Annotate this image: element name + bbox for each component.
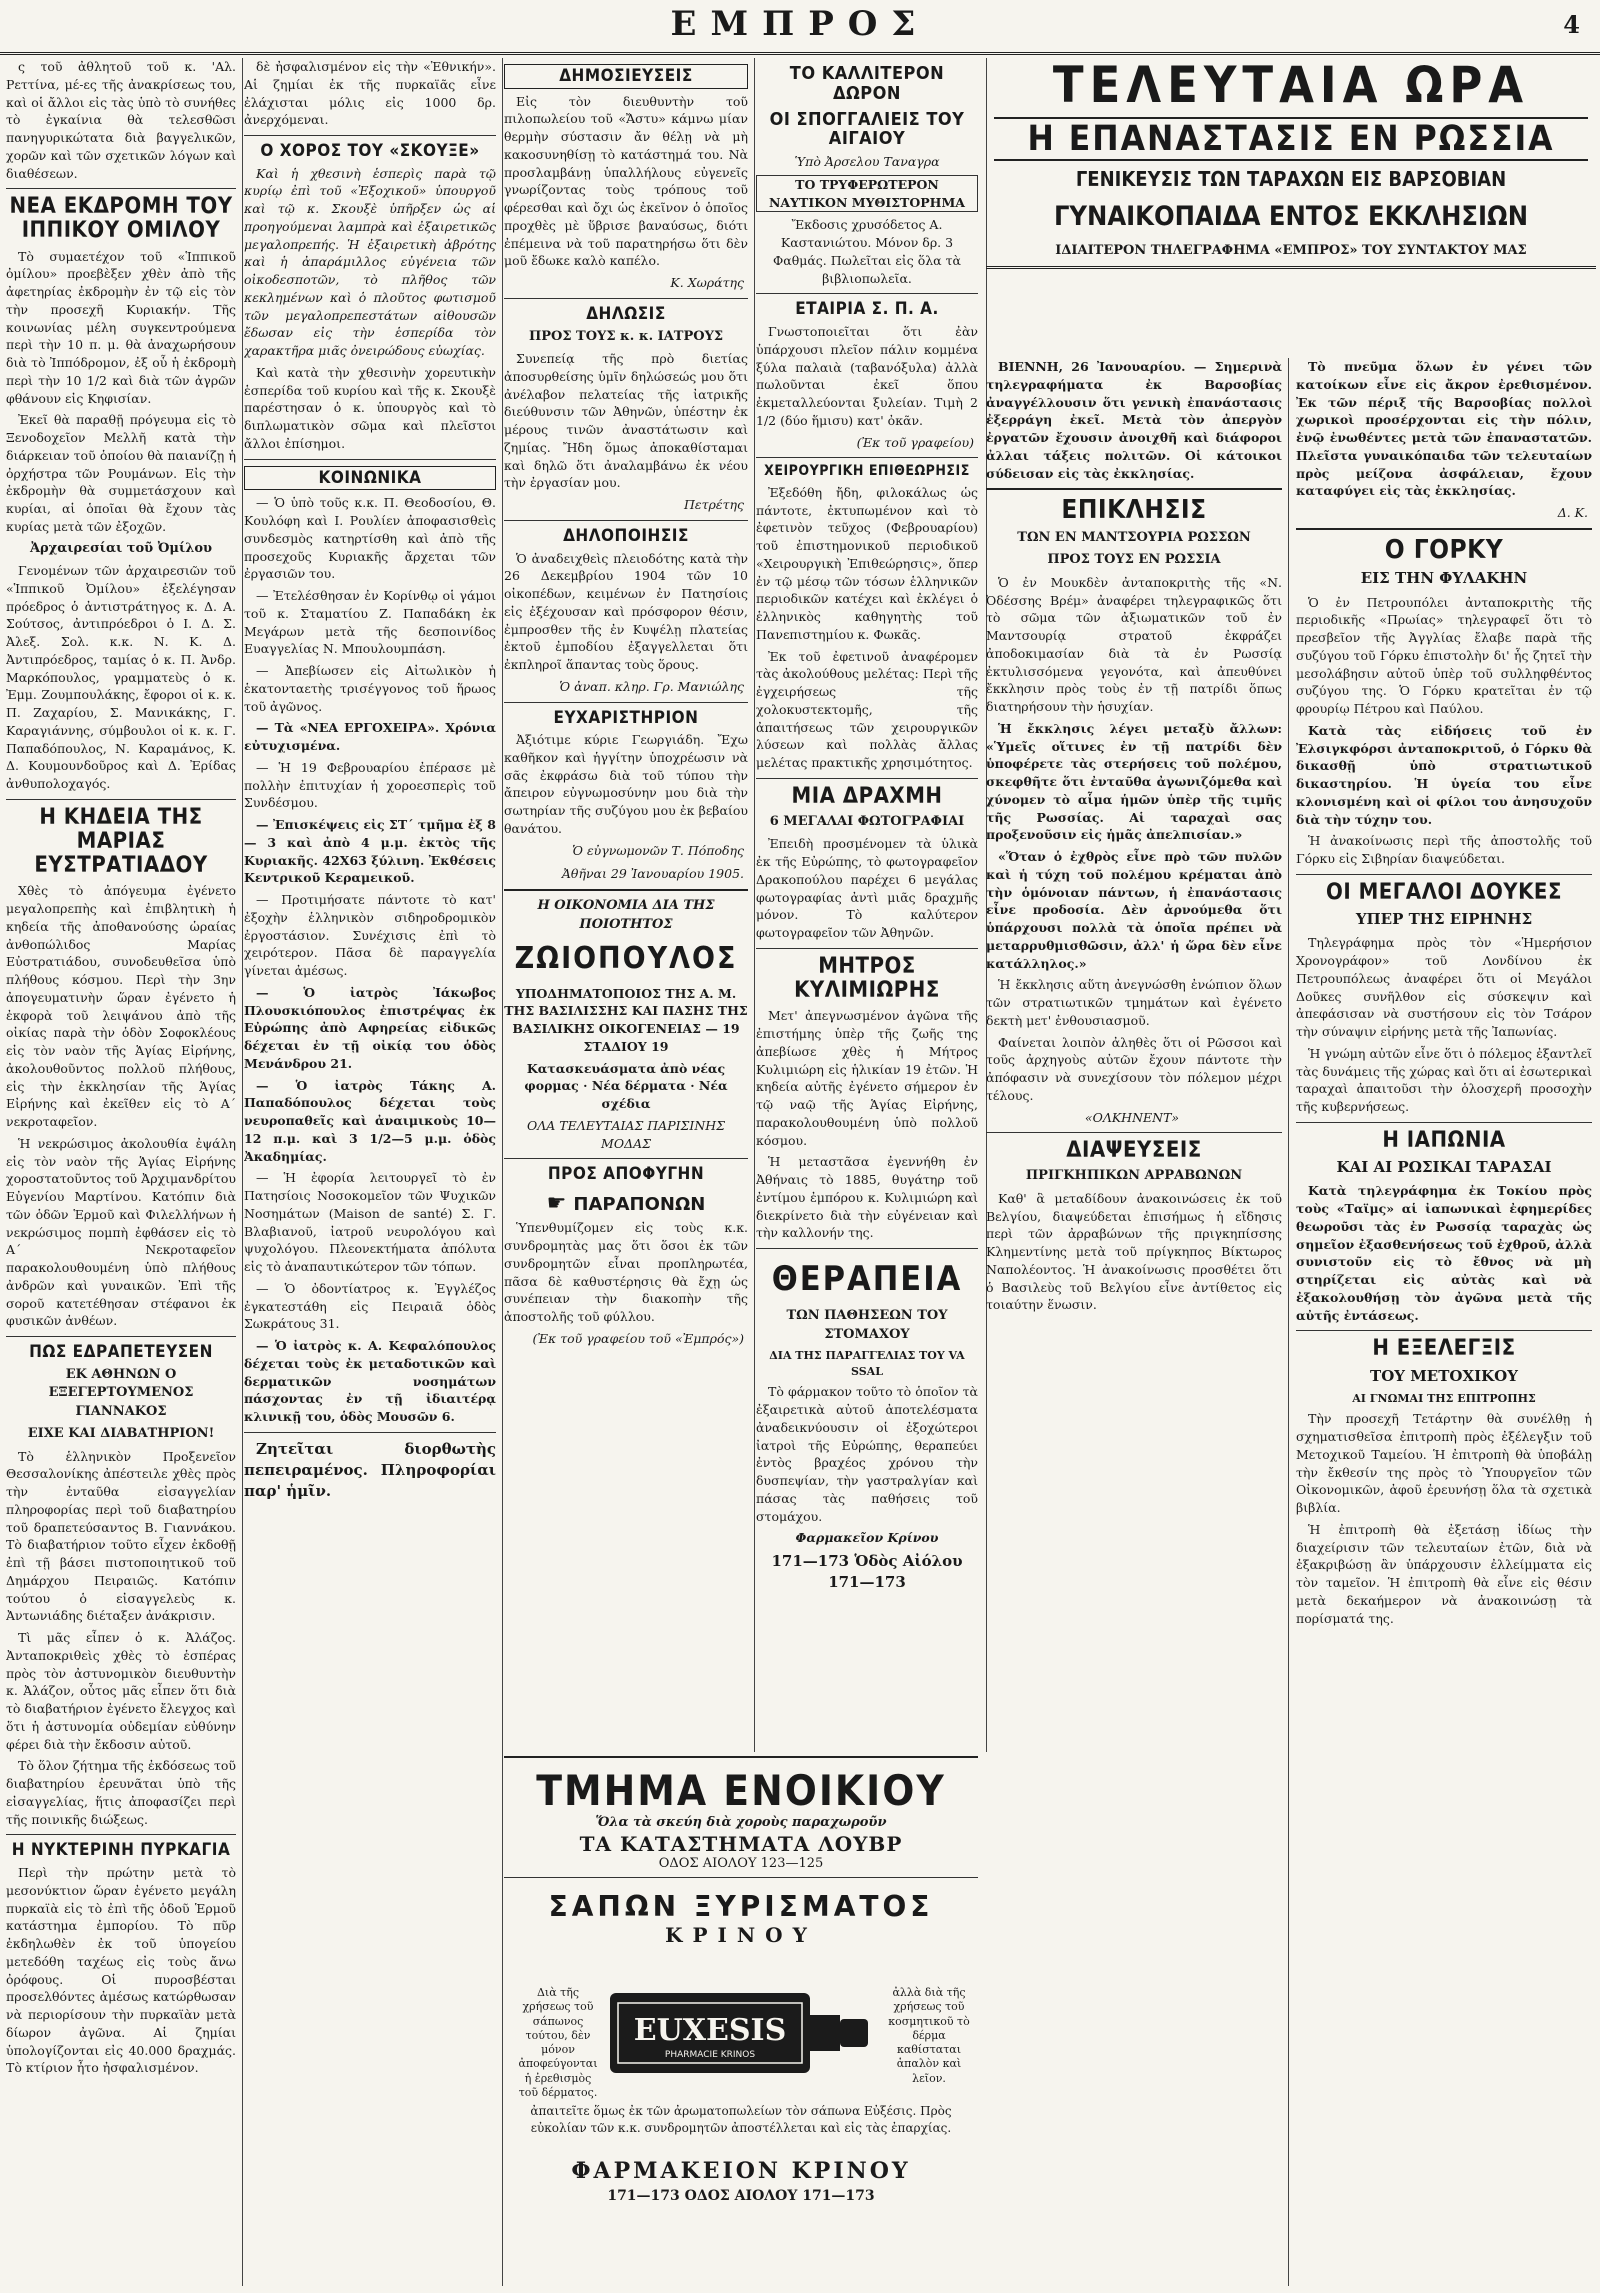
paragraph: Τηλεγράφημα πρὸς τὸν «Ἡμερήσιον Χρονογράφον» τοῦ Λονδίνου ἐκ Πετρουπόλεως ἀναφέρει ὅτι οἱ Μεγάλοι Δοῦκες συνῆλθον εἰς σύσκεψιν καὶ ἀπεφάσισαν νὰ συστήσουν εἰς τὸν Τσάρον τὴν σύναψιν εἰρήνης μετὰ τῆς Ἰαπωνίας. bbox=[1296, 935, 1592, 1040]
banner-epanastasis: Η ΕΠΑΝΑΣΤΑΣΙΣ ΕΝ ΡΩΣΣΙΑ bbox=[994, 117, 1588, 161]
masthead bbox=[0, 0, 1600, 55]
paragraph: Χθὲς τὸ ἀπόγευμα ἐγένετο μεγαλοπρεπὴς καὶ ἐπιβλητικὴ ἡ κηδεία τῆς ἀποθανούσης ὡραίας ἀνθοπώλιδος Μαρίας Εὐστρατιάδου, συνοδευθεῖσα ὑπὸ πλήθους κόσμου. Περὶ τὴν 3ην ἀπογευματινὴν ὥραν ἐγένετο ἡ ἐκφορὰ τοῦ λειψάνου ἀπὸ τῆς οἰκίας παρὰ τὴν ὁδὸν Σοφοκλέους εἰς τὸν ναὸν τῆς Ἁγίας Εἰρήνης, ἀκολουθοῦντος πολλοῦ πλήθους, εἰς τὴν ἐκκλησίαν τῆς Ἁγίας Εἰρήνης καὶ ἐκεῖθεν εἰς τὸ Α΄ νεκροταφεῖον. bbox=[6, 883, 236, 1130]
subhead-gnomai: ΑΙ ΓΝΩΜΑΙ ΤΗΣ ΕΠΙΤΡΟΠΗΣ bbox=[1352, 1391, 1536, 1405]
advert-block bbox=[504, 1756, 978, 2288]
headline-therapeia: ΘΕΡΑΠΕΙΑ bbox=[771, 1259, 963, 1300]
paragraph: Τὶ μᾶς εἶπεν ὁ κ. Ἀλάζος. Ἀνταποκριθεὶς χθὲς τὸ ἑσπέρας πρὸς τὸν ἀστυνομικὸν διευθυντὴν κ. Ἀλάζον, οὗτος μᾶς εἶπεν ὅτι διὰ τὸ διαβατήριον ἐγένετο ἔλεγχος καὶ ὅτι ἡ ἀστυνομία οὐδεμίαν εὐθύνην φέρει διὰ τὴν ἔκδοσιν αὐτοῦ. bbox=[6, 1630, 236, 1752]
headline-dwron: ΤΟ ΚΑΛΛΙΤΕΡΟΝ ΔΩΡΟΝ bbox=[789, 63, 945, 104]
divider bbox=[756, 457, 978, 458]
divider bbox=[1296, 874, 1592, 875]
paragraph: Ἐκ τοῦ ἐφετινοῦ ἀναφέρομεν τὰς ἀκολούθους μελέτας: Περὶ τῆς ἐγχειρήσεως τῆς χολοκυστεκτομῆς, τῆς ἀπαιτήσεως τῶν χειρουργικῶν λύσεων καὶ πολλὰς ἄλλας μελέτας πρακτικῆς χρησιμότητος. bbox=[756, 648, 978, 771]
col2-bottom-notice: Ζητεῖται διορθωτὴς πεπειραμένος. Πληροφορίαι παρ' ἡμῖν. bbox=[244, 1439, 496, 1501]
divider bbox=[6, 1834, 236, 1835]
divider bbox=[244, 1432, 496, 1433]
advert-product: ΣΑΠΩΝ ΞΥΡΙΣΜΑΤΟΣ bbox=[548, 1890, 934, 1923]
soap-tube-image bbox=[604, 1973, 874, 2093]
paragraph: — Ὁ ἰατρὸς Τάκης Α. Παπαδόπουλος δέχεται τοὺς νευροπαθεῖς καὶ ἀναιμικοὺς 10—12 π.μ. καὶ 3 1/2—5 μ.μ. ὁδὸς Ἀκαδημίας. bbox=[244, 1077, 496, 1164]
banner-idiaiteron: ΙΔΙΑΙΤΕΡΟΝ ΤΗΛΕΓΡΑΦΗΜΑ «ΕΜΠΡΟΣ» ΤΟΥ ΣΥΝΤΑΚΤΟΥ ΜΑΣ bbox=[1055, 242, 1527, 258]
headline-epiklisis: ΕΠΙΚΛΗΣΙΣ bbox=[1061, 495, 1207, 526]
headline-choros: Ο ΧΟΡΟΣ ΤΟΥ «ΣΚΟΥΞΕ» bbox=[260, 141, 480, 161]
paragraph: Καὶ κατὰ τὴν χθεσινὴν χορευτικὴν ἑσπερίδα τοῦ κυρίου καὶ τῆς κ. Σκουξὲ παρέστησαν ὁ κ. ὑπουργὸς καὶ τὸ διπλωματικὸν σῶμα καὶ πλεῖστοι ἄλλοι ἐπίσημοι. bbox=[244, 364, 496, 451]
banner-teleutaia-ora: ΤΕΛΕΥΤΑΙΑ ΩΡΑ bbox=[1052, 58, 1530, 114]
headline-exelegxis: Η ΕΞΕΛΕΓΞΙΣ bbox=[1372, 1336, 1516, 1362]
advert-line: ΤΑ ΚΑΤΑΣΤΗΜΑΤΑ ΛΟΥΒΡ bbox=[579, 1832, 903, 1856]
advert-brand: ΚΡΙΝΟΥ bbox=[665, 1923, 817, 1947]
paragraph: «Ὅταν ὁ ἐχθρὸς εἶνε πρὸ τῶν πυλῶν καὶ ἡ τύχη τοῦ πολέμου κρέμαται ἀπὸ τὴν ὁμόνοιαν πάντων, ἡ ἐπανάστασις εἶνε προδοσία. Δὲν ἀρνούμεθα ὅτι ὑπάρχουσι πολλὰ τὰ ὁποῖα πρέπει νὰ μεταρρυθμισθῶσιν, ἀλλ' ἡ ὥρα δὲν εἶνε κατάλληλος.» bbox=[986, 849, 1282, 971]
headline-ippikos: ΝΕΑ ΕΚΔΡΟΜΗ ΤΟΥ ΙΠΠΙΚΟΥ ΟΜΙΛΟΥ bbox=[9, 194, 233, 244]
paragraph: 171—173 Ὁδὸς Αἰόλου 171—173 bbox=[771, 1552, 963, 1592]
paragraph: Ἐκεῖ θὰ παραθῇ πρόγευμα εἰς τὸ Ξενοδοχεῖον Μελλῆ κατὰ τὴν διάρκειαν τοῦ ὁποίου θὰ παιανίζῃ ἡ ὀρχήστρα τῶν Ρουμάνων. Εἰς τὴν ἐκδρομὴν θὰ συμμετάσχουν καὶ κυρίαι, αἱ ὁποῖαι θὰ ἔχουν τὰς κυρίας μετὰ τῶν ἐξοχῶν. bbox=[6, 412, 236, 534]
column-1 bbox=[6, 58, 243, 2286]
advert-zoiopoulos: ΖΩΙΟΠΟΥΛΟΣ bbox=[514, 941, 738, 977]
subhead-arravonon: ΠΡΙΓΚΗΠΙΚΩΝ ΑΡΡΑΒΩΝΩΝ bbox=[1025, 1168, 1243, 1184]
tube-sub-label: PHARMACIE KRINOS bbox=[664, 2050, 756, 2060]
paragraph: ΒΙΕΝΝΗ, 26 Ἰανουαρίου. — Σημερινὰ τηλεγραφήματα ἐκ Βαρσοβίας ἀναγγέλλουσιν ὅτι γενικὴ ἐπανάστασις ἐξερράγη ἐκεῖ. Μετὰ τὸν ἀπεργὸν ἐργατῶν ἔχουσιν ἀνοιχθῆ καὶ διάφοροι ἀλλαι τάξεις πολιτῶν. Οἱ κάτοικοι σύδεισαν εἰς τὰς ἐκκλησίας. bbox=[986, 359, 1282, 481]
divider bbox=[6, 188, 236, 189]
headline-dimosieuseis: ΔΗΜΟΣΙΕΥΣΕΙΣ bbox=[504, 64, 748, 89]
paragraph: Ὁ ἀναδειχθεὶς πλειοδότης κατὰ τὴν 26 Δεκεμβρίου 1904 τῶν 10 οἰκοπέδων, κειμένων ἐν Πατησίοις εἰς ἐξέχουσαν καὶ πρόσφορον θέσιν, ἐμπροσθεν τῆς ἐν Κυψέλῃ πλατείας ἐκτοῦ ἐμποδίου ἐξαγγελλεται ὅτι ἐκπληροῖ ἅπαντας τοὺς ὅρους. bbox=[504, 550, 748, 673]
paragraph: ΟΛΑ ΤΕΛΕΥΤΑΙΑΣ ΠΑΡΙΣΙΝΗΣ ΜΟΔΑΣ bbox=[526, 1117, 725, 1151]
divider bbox=[504, 520, 748, 521]
headline-cheirourgiki: ΧΕΙΡΟΥΡΓΙΚΗ ΕΠΙΘΕΩΡΗΣΙΣ bbox=[764, 463, 970, 480]
paragraph: — Ὁ ὀδοντίατρος κ. Ἐγγλέζος ἐγκατεστάθη εἰς Πειραιᾶ ὁδὸς Σωκράτους 31. bbox=[244, 1280, 496, 1332]
column-3 bbox=[504, 58, 755, 1752]
paragraph: — Προτιμήσατε πάντοτε τὸ κατ' ἐξοχὴν ἑλληνικὸν σιδηροδρομικὸν ἐργοστάσιον. Συνέχισις ἐπὶ τὸ χειρότερον. Πᾶσα δὲ παραγγελία γίνεται ἀμέσως. bbox=[244, 892, 496, 979]
paragraph: Τὸ συμαετέχον τοῦ «Ἱππικοῦ ὀμίλου» προεβὲξεν χθὲν ἀπὸ τῆς ἀφετηρίας ἐκδρομὴν ἐν τῷ εἰς τὸν τὴν προσεχῆ Κυριακήν. Τῆς κοινωνίας μέλη συγκεντρούμενα περὶ τὴν 10 π. μ. θὰ ἀναχωρήσουν διὰ τὸ Ἰππόδρομον, ἐξ οὗ ἡ ἐκδρομὴ περὶ τὴν 10 1/2 καὶ διὰ τῶν ἀγρῶν φθάνουν εἰς Κηφισίαν. bbox=[6, 248, 236, 406]
divider bbox=[244, 459, 496, 460]
paragraph: Τὸ ἑλληνικὸν Προξενεῖον Θεσσαλονίκης ἀπέστειλε χθὲς πρὸς τὴν ἐνταῦθα εἰσαγγελίαν πληροφορίας περὶ τοῦ διαβατηρίου τοῦ δραπετεύσαντος Β. Γιαννάκου. Τὸ διαβατήριον τοῦτο εἶχεν ἐκδοθῇ ἐπὶ τῇ βάσει πιστοποιητικοῦ τοῦ Δημάρχου Πειραιῶς. Κατόπιν τούτου ὁ εἰσαγγελεὺς κ. Ἀντωνιάδης διέταξεν ἀνάκρισιν. bbox=[6, 1448, 236, 1624]
paragraph: — Ἀπεβίωσεν εἰς Αἰτωλικὸν ἡ ἑκατονταετὴς τρισέγγονος τοῦ ἥρωος τοῦ ἀγῶνος. bbox=[244, 663, 496, 714]
paragraph: Συνεπείᾳ τῆς πρὸ διετίας ἀποσυρθείσης ὑμῖν δηλώσεώς μου ὅτι ἀνέλαβον πελατείας τῆς ἰατρικῆς διεύθυνσιν τῶν Ἀθηνῶν, ὑπέστην ἐκ μέρους τινῶν ἀναστάτωσιν καὶ ζημίας. Ἤδη ὅμως ἀποκαθίσταμαι καὶ δηλῶ ὅτι ἀναλαμβάνω ἐκ νέου τὴν ἐργασίαν μου. bbox=[504, 351, 748, 491]
subhead-metochikou: ΤΟΥ ΜΕΤΟΧΙΚΟΥ bbox=[1370, 1366, 1518, 1385]
divider bbox=[504, 1158, 748, 1159]
divider bbox=[244, 135, 496, 136]
divider bbox=[986, 1132, 1282, 1133]
divider bbox=[1296, 528, 1592, 530]
paragraph: Τὸ πνεῦμα ὅλων ἐν γένει τῶν κατοίκων εἶνε εἰς ἄκρον ἐρεθισμένον. Ἐκ τῶν πέριξ τῆς Βαρσοβίας πολλοὶ χωρικοὶ προσέρχονται εἰς τὴν πόλιν, ἐνῷ ἐνωθέντες μετὰ τῶν ἐπαναστατῶν. Πλεῖστα γυναικόπαιδα τῶν τελευταίων πρὸς μείζονα ἀσφάλειαν, ἔχουν καταφύγει εἰς τὰς ἐκκλησίας. bbox=[1296, 359, 1592, 499]
advert-bottom-text: ἀπαιτεῖτε ὅμως ἐκ τῶν ἀρωματοπωλείων τὸν σάπωνα Εὐξέσις. Πρὸς εὐκολίαν τῶν κ.κ. συνδρομητῶν ἀποστέλλεται καὶ εἰς τὰς ἐπαρχίας. bbox=[530, 2104, 952, 2135]
paragraph: — Ἐτελέσθησαν ἐν Κορίνθῳ οἱ γάμοι τοῦ κ. Σταματίου Ζ. Παπαδάκη ἐκ Μεγάρων μετὰ τῆς δεσποινίδος Ευαγγελίας Ν. Μπουλουμπάση. bbox=[244, 588, 496, 657]
newspaper-title: ΕΜΠΡΟΣ bbox=[670, 4, 930, 44]
subhead-mantsouria: ΤΩΝ ΕΝ ΜΑΝΤΣΟΥΡΙΑ ΡΩΣΣΩΝ bbox=[1017, 529, 1251, 545]
headline-spoggalieis: ΟΙ ΣΠΟΓΓΑΛΙΕΙΣ ΤΟΥ ΑΙΓΑΙΟΥ bbox=[769, 108, 965, 150]
divider bbox=[986, 488, 1282, 490]
page-number: 4 bbox=[1563, 10, 1580, 39]
divider bbox=[756, 948, 978, 949]
paragraph: Ἡ μεταστᾶσα ἐγεννήθη ἐν Ἀθήναις τὸ 1885, θυγάτηρ τοῦ ἐντίμου ἐμπόρου κ. Κυλιμιώρη καὶ διεκρίνετο διὰ τὴν εὐγένειαν καὶ τὴν καλλονήν της. bbox=[756, 1154, 978, 1241]
advert-line: Ὅλα τὰ σκεύη διὰ χοροὺς παραχωροῦν bbox=[595, 1815, 887, 1830]
paragraph: — Ὁ ἰατρὸς Ἰάκωβος Πλουσκιόπουλος ἐπιστρέψας ἐκ Εὐρώπης ἀπὸ Αφηρείας εἰδικῶς δέχεται ἐν τῇ οἰκίᾳ του ὁδὸς Μενάνδρου 21. bbox=[244, 984, 496, 1071]
advert-address: 171—173 ΟΔΟΣ ΑΙΟΛΟΥ 171—173 bbox=[607, 2188, 875, 2204]
signature: Ὁ εὐγνωμονῶν Τ. Πόποδης bbox=[572, 842, 744, 858]
subhead-stomachou: ΤΩΝ ΠΑΘΗΣΕΩΝ ΤΟΥ ΣΤΟΜΑΧΟΥ bbox=[786, 1308, 948, 1342]
subhead-iatrous: ΠΡΟΣ ΤΟΥΣ κ. κ. ΙΑΤΡΟΥΣ bbox=[528, 328, 724, 344]
paragraph: Ἐξεδόθη ἤδη, φιλοκάλως ὡς πάντοτε, ἐκτυπωμένον καὶ τὸ ἐφετινὸν τεῦχος (Φεβρουαρίου) τοῦ ἐπιστημονικοῦ περιοδικοῦ «Χειρουργικὴ Ἐπιθεώρησις», ὅπερ ἐν τῷ μέσῳ τῶν τόσων ἑλληνικῶν περιοδικῶν κατέχει καὶ ἐκλέγει ὁ ἑλληνικὸς καθηγητὴς τοῦ Πανεπιστημίου κ. Φωκᾶς. bbox=[756, 484, 978, 642]
paragraph: Ἡ ἀνακοίνωσις περὶ τῆς ἀποστολῆς τοῦ Γόρκυ εἰς Σιβηρίαν διαψεύδεται. bbox=[1296, 833, 1592, 867]
subhead-oikonomia: Η ΟΙΚΟΝΟΜΙΑ ΔΙΑ ΤΗΣ ΠΟΙΟΤΗΤΟΣ bbox=[537, 898, 715, 932]
column-2 bbox=[244, 58, 503, 2286]
divider bbox=[756, 1248, 978, 1249]
paragraph: — Ὁ ὑπὸ τοῦς κ.κ. Π. Θεοδοσίου, Θ. Κουλόφη καὶ Ι. Ρουλίεν ἀποφασισθεὶς συνδεσμὸς κατηρτίσθη καὶ ἀπὸ τῆς προσεχοῦς Κυριακῆς ἄρχεται τῶν ἐργασιῶν του. bbox=[244, 495, 496, 582]
advert-side-text: Διὰ τῆς χρήσεως τοῦ σάπωνος τούτου, δὲν μόνον ἀποφεύγονται ἡ ἐρεθισμὸς τοῦ δέρματος. bbox=[518, 1986, 598, 2100]
divider bbox=[756, 778, 978, 779]
paragraph: Τὸ ὅλον ζήτημα τῆς ἐκδόσεως τοῦ διαβατηρίου ἐρευνᾶται ὑπὸ τῆς εἰσαγγελίας, ἥτις ἀποφασίζει περὶ τῆς ποινικῆς διώξεως. bbox=[6, 1758, 236, 1827]
paragraph: Γνωστοποιεῖται ὅτι ἐὰν ὑπάρχουσι πλεῖον πάλιν κομμένα ξύλα παλαιὰ (ταβανόξυλα) ἀλλὰ πωλοῦνται ἐκεῖ ὅπου ἐκμεταλλεύονται ξυλείαν. Τιμὴ 2 1/2 (δύο ἥμισυ) κατ' ὀκᾶν. bbox=[756, 324, 978, 428]
subhead-giannakos: ΕΚ ΑΘΗΝΩΝ Ο ΕΞΕΓΕΡΤΟΥΜΕΝΟΣ ΓΙΑΝΝΑΚΟΣ bbox=[48, 1366, 194, 1419]
paragraph: — Ἡ ἐφορία λειτουργεῖ τὸ ἐν Πατησίοις Νοσοκομεῖον τῶν Ψυχικῶν Νοσημάτων (Maison de santé) Σ. Γ. Βλαβιανοῦ, ἰατροῦ νευρολόγου καὶ ψυχολόγου. Πλεονεκτήματα ἀπόλυτα εἰς τὸ ἀναπαυτικώτερον τῶν τόπων. bbox=[244, 1170, 496, 1275]
paragraph: Μετ' ἀπεγνωσμένον ἀγῶνα τῆς ἐπιστήμης ὑπὲρ τῆς ζωῆς της ἀπεβίωσε χθὲς ἡ Μήτρος Κυλιμιώρη εἰς ἡλικίαν 19 ἐτῶν. Ἡ κηδεία αὐτῆς ἐγένετο σήμερον ἐν τῷ ναῷ τῆς Ἁγίας Εἰρήνης, παρακολουθουμένη ὑπὸ πολλοῦ κόσμου. bbox=[756, 1008, 978, 1148]
paragraph: Ἡ γνώμη αὐτῶν εἶνε ὅτι ὁ πόλεμος ἐξαντλεῖ τὰς δυνάμεις τῆς χώρας καὶ ὅτι αἱ ἐσωτερικαὶ ταραχαὶ ἀπαιτοῦσι τὴν ὁλοσχερῆ προσοχὴν τῆς κυβερνήσεως. bbox=[1296, 1045, 1592, 1115]
divider bbox=[504, 889, 748, 891]
headline-mitros: ΜΗΤΡΟΣ ΚΥΛΙΜΙΩΡΗΣ bbox=[794, 953, 940, 1004]
divider bbox=[6, 1336, 236, 1337]
paragraph: Ἡ ἔκκλησις αὕτη ἀνεγνώσθη ἐνώπιον ὅλων τῶν στρατιωτικῶν τμημάτων καὶ ἐγένετο δεκτὴ μετ' ἐνθουσιασμοῦ. bbox=[986, 977, 1282, 1028]
subhead-vassal: ΔΙΑ ΤΗΣ ΠΑΡΑΓΓΕΛΙΑΣ ΤΟΥ VA SSAL bbox=[769, 1349, 965, 1378]
paragraph: Περὶ τὴν πρώτην μετὰ τὸ μεσονύκτιον ὥραν ἐγένετο μεγάλη πυρκαϊὰ εἰς τὸ ἐπὶ τῆς ὁδοῦ Ἑρμοῦ κατάστημα ἐμπορίου. Τὸ πῦρ ἐκδηλωθὲν ἐκ τοῦ ὑπογείου μετεδόθη ταχέως εἰς τοὺς ἄνω ὀρόφους. Οἱ πυροσβέσται προσελθόντες ἀμέσως κατώρθωσαν νὰ περιορίσουν τὴν πυρκαϊὰν μετὰ δίωρον ἀγῶνα. Αἱ ζημίαι ὑπολογίζονται εἰς 40.000 δραχμάς. Τὸ κτίριον ἦτο ἠσφαλισμένον. bbox=[6, 1865, 236, 2076]
paragraph: — Ὁ ἰατρὸς κ. Α. Κεφαλόπουλος δέχεται τοὺς ἐκ μεταδοτικῶν καὶ δερματικῶν νοσημάτων πάσχοντας ἐν τῇ ἰδιαιτέρᾳ κλινικῇ του, ὁδὸς Μουσῶν 6. bbox=[244, 1338, 496, 1425]
banner-genikeusis: ΓΕΝΙΚΕΥΣΙΣ ΤΩΝ ΤΑΡΑΧΩΝ ΕΙΣ ΒΑΡΣΟΒΙΑΝ bbox=[1075, 167, 1507, 192]
paragraph: — Ἐπισκέψεις εἰς ΣΤ΄ τμῆμα ἐξ 8 — 3 καὶ ἀπὸ 4 μ.μ. ἐκτὸς τῆς Κυριακῆς. 42X63 ξύλινη. Ἐκθέσεις Κεντρικοῦ Κεραμεικοῦ. bbox=[244, 817, 496, 886]
headline-gorky: Ο ΓΟΡΚΥ bbox=[1384, 534, 1504, 565]
column-5a bbox=[986, 358, 1289, 2286]
divider bbox=[756, 293, 978, 294]
col2-top: δὲ ἠσφαλισμένον εἰς τὴν «Ἐθνικήν». Αἱ ζημίαι ἐκ τῆς πυρκαϊᾶς εἶνε ἐλάχισται μόλις εἰς 1000 δρ. ἀνερχόμεναι. bbox=[244, 59, 496, 128]
subhead-eirinis: ΥΠΕΡ ΤΗΣ ΕΙΡΗΝΗΣ bbox=[1355, 910, 1533, 929]
paragraph: Καὶ ἡ χθεσινὴ ἑσπερὶς παρὰ τῷ κυρίῳ ἐπὶ τοῦ «Ἐξοχικοῦ» ὑπουργοῦ καὶ τῷ κ. Σκουξὲ ὑπῆρξεν ὡς αἱ προηγούμεναι λαμπρὰ καὶ ἐξαιρετικῶς μεγαλοπρεπής. Ἡ ἐξαιρετικὴ ἀβρότης καὶ ἡ ἀπαράμιλλος εὐγένεια τῶν οἰκοδεσποτῶν, τὸ πλῆθος τῶν κεκλημένων καὶ ὁ πλοῦτος φωτισμοῦ τῶν μεγαλοπρεπεστάτων αἰθουσῶν ἔδωσαν εἰς τὴν ἑσπερίδα τὸν χαρακτῆρα μιᾶς ὀνειρώδους εὐωχίας. bbox=[244, 165, 496, 359]
advert-title: ΤΜΗΜΑ ΕΝΟΙΚΙΟΥ bbox=[536, 1766, 946, 1815]
divider bbox=[504, 702, 748, 703]
paragraph: Εἰς τὸν διευθυντὴν τοῦ πιλοπωλείου τοῦ «Ἄστυ» κάμνω μίαν θερμὴν σύστασιν ἄν θέλῃ νὰ μὴ κακοσυνηθίσῃ τὸ κατάστημά του. Νὰ προσλαμβάνῃ ὑπαλλήλους εὐγενεῖς γνωρίζοντας τοὺς τρόπους τοῦ φέρεσθαι καὶ ὄχι ὡς ἐκεῖνον ὁ ὁποῖος προχθὲς μὲ ὕβρισε βαναύσως, διότι ἐπέμεινα νὰ τοῦ παρατηρήσω ὅτι δὲν μοῦ ἔδωκε καλὸ καπέλο. bbox=[504, 93, 748, 269]
column-5b bbox=[1296, 358, 1592, 2286]
paragraph: Ἀξιότιμε κύριε Γεωργιάδη. Ἔχω καθῆκον καὶ ἡγγίτην ὑποχρέωσιν νὰ σᾶς ἐκφράσω διὰ τοῦ τύπου τὴν ἄπειρον εὐγνωμοσύνην μου διὰ τὴν σωτηρίαν τῆς συζύγου μου ἐκ βεβαίου θανάτου. bbox=[504, 732, 748, 836]
subhead-fylakin: ΕΙΣ ΤΗΝ ΦΥΛΑΚΗΝ bbox=[1360, 569, 1528, 588]
headline-dilosis: ΔΗΛΩΣΙΣ bbox=[586, 303, 666, 324]
signature: Κ. Χωράτης bbox=[670, 275, 744, 291]
headline-iaponia: Η ΙΑΠΩΝΙΑ bbox=[1382, 1127, 1506, 1153]
paragraph: Ὑπὸ Ἀρσελου Ταναγρα bbox=[794, 154, 940, 170]
divider bbox=[6, 799, 236, 800]
paragraph: Γενομένων τῶν ἀρχαιρεσιῶν τοῦ «Ἱππικοῦ Ὀμίλου» ἐξελέγησαν πρόεδρος ὁ ἀντιστράτηγος κ. Δ. Α. Σούτσος, ἀντιπρόεδροι ὁ Ι. Δ. Σ. Ἀλεξ. Σολ. κ.κ. Ν. Κ. Δ. Ἀντιπρόεδρος, ταμίας ὁ κ. Π. Ἀνδρ. Μαρκόπουλος, γραμματεὺς ὁ κ. Ἐμμ. Ζουμπουλάκης, ἔφοροι οἱ κ. κ. Π. Ζαχαρίου, Σ. Μανικάκης, Γ. Καραγιάννης, σύμβουλοι οἱ κ. κ. Γ. Παπαδόπουλος, Ν. Καραμάνος, Κ. Δ. Κουμουνδοῦρος καὶ Δ. Ἐρίδας ἀνθυπολοχαγός. bbox=[6, 563, 236, 792]
paragraph: Κατὰ τηλεγράφημα ἐκ Τοκίου πρὸς τοὺς «Ταϊμς» αἱ ἰαπωνικαὶ ἐφημερίδες θεωροῦσι τὰς ἐν Ρωσσίᾳ ταραχὰς ὡς σημεῖον ἐξασθενήσεως τοῦ ἐχθροῦ, ἀλλὰ συνιστοῦν εἰς τὸ ἔθνος νὰ μὴ στηρίζεται εἰς αὐτὰς καὶ νὰ ἐξακολουθήσῃ τὸν ἀγῶνα μετὰ τῆς αὐτῆς ἐντάσεως. bbox=[1296, 1183, 1592, 1323]
signature: (Ἐκ τοῦ γραφείου) bbox=[856, 434, 974, 450]
paragraph: Κατασκευάσματα ἀπὸ νέας φορμας · Νέα δέρματα · Νέα σχέδια bbox=[524, 1060, 728, 1112]
headline-pros-apofygin: ΠΡΟΣ ΑΠΟΦΥΓΗΝ bbox=[547, 1164, 705, 1185]
paragraph: Ἡ ἔκκλησις λέγει μεταξὺ ἄλλων: «Ὑμεῖς οἵτινες ἐν τῇ πατρίδι δὲν ὑποφέρετε τὰς στερήσεις τοῦ πολέμου, σκεφθῆτε ὅτι ἐνταῦθα ἀγωνιζόμεθα καὶ χύνομεν τὸ αἷμα ἡμῶν ὑπὲρ τῆς τιμῆς τῆς Ρωσσίας. Αἱ ταραχαὶ σας προξενοῦσιν εἰς ἡμᾶς ἀπελπισίαν.» bbox=[986, 720, 1282, 843]
headline-drapeteusis: ΠΩΣ ΕΔΡΑΠΕΤΕΥΣΕΝ bbox=[29, 1342, 213, 1363]
signature: Πετρέτης bbox=[684, 497, 744, 513]
divider bbox=[1296, 1330, 1592, 1331]
subhead-diavatirion: ΕΙΧΕ ΚΑΙ ΔΙΑΒΑΤΗΡΙΟΝ! bbox=[27, 1426, 215, 1442]
headline-pyrkagia: Η ΝΥΚΤΕΡΙΝΗ ΠΥΡΚΑΓΙΑ bbox=[11, 1840, 231, 1861]
signature: Ὁ ἀναπ. κληρ. Γρ. Μανιώλης bbox=[559, 678, 744, 694]
divider bbox=[1296, 1122, 1592, 1123]
paragraph: Ὁ ἐν Πετρουπόλει ἀνταποκριτὴς τῆς περιοδικῆς «Πρωίας» τηλεγραφεῖ ὅτι τὸ πρεσβεῖον τῆς Ἀγγλίας ἔλαβε παρὰ τῆς συζύγου τοῦ Γόρκυ ἐπιστολὴν δι' ἧς ζητεῖ τὴν μεσολάβησιν αὐτοῦ ὑπὲρ τοῦ συλληφθέντος συζύγου της. Ὁ Γόρκυ κρατεῖται ἐν τῷ φρουρίῳ Πέτρου καὶ Παύλου. bbox=[1296, 594, 1592, 717]
divider bbox=[504, 1877, 978, 1878]
column-5 bbox=[986, 58, 1596, 2286]
headline-mia-drachmi: ΜΙΑ ΔΡΑΧΜΗ bbox=[791, 783, 943, 809]
signature: (Ἐκ τοῦ γραφείου τοῦ «Ἐμπρός») bbox=[532, 1330, 744, 1346]
advert-side-text: ἀλλὰ διὰ τῆς χρήσεως τοῦ κοσμητικοῦ τὸ δέρμα καθίσταται ἁπαλὸν καὶ λεῖον. bbox=[888, 1986, 970, 2085]
headline-doukes: ΟΙ ΜΕΓΑΛΟΙ ΔΟΥΚΕΣ bbox=[1326, 879, 1562, 905]
paragraph: Τὴν προσεχῆ Τετάρτην θὰ συνέλθῃ ἡ σχηματισθεῖσα ἐπιτροπὴ πρὸς ἐξέλεγξιν τοῦ Μετοχικοῦ Ταμείου. Ἡ ἐπιτροπὴ θὰ ὑποβάλῃ τὴν ἔκθεσίν της πρὸς τὸ Ὑπουργεῖον τῶν Οἰκονομικῶν, ἀφοῦ ἐρευνήσῃ ὅλα τὰ σχετικὰ βιβλία. bbox=[1296, 1411, 1592, 1516]
headline-parapono: ΠΑΡΑΠΟΝΩΝ bbox=[573, 1194, 706, 1216]
subhead-archairesiai: Ἀρχαιρεσίαι τοῦ Ὀμίλου bbox=[29, 540, 213, 556]
subhead-fotografiai: 6 ΜΕΓΑΛΑΙ ΦΩΤΟΓΡΑΦΙΑΙ bbox=[769, 813, 965, 829]
telegram-banner bbox=[986, 58, 1596, 269]
headline-diapseuseis: ΔΙΑΨΕΥΣΕΙΣ bbox=[1066, 1138, 1202, 1164]
paragraph: — Ἡ 19 Φεβρουαρίου ἐπέρασε μὲ πολλὴν ἐπιτυχίαν ἡ χοροεσπερὶς τοῦ Συνδέσμου. bbox=[244, 759, 496, 811]
headline-etairia: ΕΤΑΙΡΙΑ Σ. Π. Α. bbox=[795, 299, 939, 320]
signature: Δ. Κ. bbox=[1557, 505, 1588, 520]
signature: «ΟΛΚΗΝΕΝΤ» bbox=[1084, 1109, 1180, 1125]
paragraph: ΥΠΟΔΗΜΑΤΟΠΟΙΟΣ ΤΗΣ Α. Μ. ΤΗΣ ΒΑΣΙΛΙΣΣΗΣ ΚΑΙ ΠΑΣΗΣ ΤΗΣ ΒΑΣΙΛΙΚΗΣ ΟΙΚΟΓΕΝΕΙΑΣ — 19 ΣΤΑΔΙΟΥ 19 bbox=[504, 985, 748, 1054]
subhead-rossia: ΠΡΟΣ ΤΟΥΣ ΕΝ ΡΩΣΣΙΑ bbox=[1047, 552, 1221, 568]
headline-kideia: Η ΚΗΔΕΙΑ ΤΗΣ ΜΑΡΙΑΣ ΕΥΣΤΡΑΤΙΑΔΟΥ bbox=[34, 804, 208, 879]
headline-eucharistirion: ΕΥΧΑΡΙΣΤΗΡΙΟΝ bbox=[553, 707, 699, 728]
subhead-taraxai: ΚΑΙ ΑΙ ΡΩΣΙΚΑΙ ΤΑΡΑΣΑΙ bbox=[1336, 1158, 1552, 1177]
banner-gynaikopaida: ΓΥΝΑΙΚΟΠΑΙΔΑ ΕΝΤΟΣ ΕΚΚΛΗΣΙΩΝ bbox=[1053, 200, 1529, 232]
paragraph: Ὑπενθυμίζομεν εἰς τοὺς κ.κ. συνδρομητὰς μας ὅτι ὅσοι ἐκ τῶν συνδρομητῶν εἶναι προπληρωτέα, πᾶσα δὲ καθυστέρησις θὰ ἔχῃ ὡς συνέπειαν τὴν διακοπὴν τῆς ἀποστολῆς τοῦ φύλλου. bbox=[504, 1220, 748, 1325]
divider bbox=[504, 298, 748, 299]
paragraph: Ὁ ἐν Μουκδὲν ἀνταποκριτὴς τῆς «Ν. Ὀδέσσης Βρέμ» ἀναφέρει τηλεγραφικῶς ὅτι τὸ σῶμα τῶν ἀξιωματικῶν τοῦ ἐν Μαντσουρίᾳ στρατοῦ ἐκφράζει ἀποδοκιμασίαν διὰ τὰ ἐν Ρωσσίᾳ ἐκτυλισσόμενα γεγονότα, καὶ ἀπευθύνει ἔκκλησιν πρὸς τοὺς ἐν τῇ πατρίδι ὅπως διατηρήσουν τὴν ἡσυχίαν. bbox=[986, 574, 1282, 714]
paragraph: ΤΟ ΤΡΥΦΕΡΩΤΕΡΟΝ ΝΑΥΤΙΚΟΝ ΜΥΘΙΣΤΟΡΗΜΑ bbox=[756, 175, 978, 213]
headline-dilopoiisis: ΔΗΛΟΠΟΙΗΣΙΣ bbox=[563, 525, 689, 546]
paragraph: Ἡ ἐπιτροπὴ θὰ ἐξετάσῃ ἰδίως τὴν διαχείρισιν τῶν τελευταίων ἐτῶν, διὰ νὰ ἐξακριβώσῃ ἂν ὑπάρχουσιν ἐλλείμματα εἰς τὸν ταμεῖον. Ἡ ἐπιτροπὴ θὰ εἶνε εἰς θέσιν μετὰ δεκαήμερον νὰ ἀνακοινώσῃ τὰ πορίσματά της. bbox=[1296, 1521, 1592, 1626]
paragraph: Φαίνεται λοιπὸν ἀληθὲς ὅτι οἱ Ρῶσσοι καὶ τοῦς ἀρχηγοὺς αὐτῶν ἔχουν πάντοτε τὴν ἀπόφασιν νὰ συνεχίσουν τὸν πόλεμον μέχρι τέλους. bbox=[986, 1034, 1282, 1103]
paragraph: Ἔκδοσις χρυσόδετος Α. Καστανιώτου. Μόνον δρ. 3 Φαθμάς. Πωλεῖται εἰς ὅλα τὰ βιβλιοπωλεῖα. bbox=[773, 217, 961, 286]
tube-label: EUXESIS bbox=[633, 2013, 787, 2048]
pointing-hand-icon: ☛ ΠΑΡΑΠΟΝΩΝ bbox=[546, 1191, 706, 1217]
col1-intro: ς τοῦ ἀθλητοῦ τοῦ κ. 'Αλ. Ρεττίνα, μέ-ες τῆς ἀνακρίσεως του, καὶ οἱ ἄλλοι εἰς τὰς ὑπὸ τὸ συνήθες τὸ ἐγκαίνια θὰ τελεσθῶσι πανηγυρικώτατα διὰ βαγγελικῶν, χορῶν καὶ τῶν σχετικῶν λόγων καὶ διαθέσεων. bbox=[6, 59, 236, 181]
advert-line: ΟΔΟΣ ΑΙΟΛΟΥ 123—125 bbox=[658, 1856, 824, 1871]
paragraph: Ἡ νεκρώσιμος ἀκολουθία ἐψάλη εἰς τὸν ναὸν τῆς Ἁγίας Εἰρήνης χοροστατοῦντος τοῦ Ἀρχιμανδρίτου Εὐγενίου Μαρτίνου. Κατόπιν διὰ τῶν ὁδῶν Ἑρμοῦ καὶ Φιλελλήνων ἡ νεκρώσιμος πομπὴ ἐφθάσεν εἰς τὸ Α΄ Νεκροταφεῖον παρακολουθουμένη ὑπὸ πλήθους ἀνδρῶν καὶ γυναικῶν. Ἐπὶ τῆς σοροῦ κατετέθησαν στέφανοι ἐκ φυσικῶν ἀνθέων. bbox=[6, 1135, 236, 1329]
column-4 bbox=[756, 58, 987, 1752]
paragraph: Ἐπειδὴ προσμένομεν τὰ ὑλικὰ ἐκ τῆς Εὐρώπης, τὸ φωτογραφεῖον Δρακοπούλου παρέχει 6 μεγάλας φωτογραφίας ἀντὶ μιᾶς δραχμῆς μόνον. Τὸ καλύτερον φωτογραφεῖον τῶν Ἀθηνῶν. bbox=[756, 836, 978, 941]
paragraph: Καθ' ἃ μεταδίδουν ἀνακοινώσεις ἐκ τοῦ Βελγίου, διαψεύδεται ἐπισήμως ἡ εἴδησις περὶ τῶν ἀρραβώνων τῆς πριγκηπίσσης Κλημεντίνης μετὰ τοῦ πρίγκηπος Βίκτωρος Ναπολέοντος. Ἡ ἀνακοίνωσις προσθέτει ὅτι ὁ Βασιλεὺς τοῦ Βελγίου εἶνε ἀντίθετος εἰς τοιαύτην ἕνωσιν. bbox=[986, 1190, 1282, 1313]
paragraph: Φαρμακεῖον Κρίνου bbox=[795, 1530, 939, 1546]
paragraph: Κατὰ τὰς εἰδήσεις τοῦ ἐν Ἐλσιγκφόρσι ἀνταποκριτοῦ, ὁ Γόρκυ θὰ δικασθῇ ὑπὸ στρατιωτικοῦ δικαστηρίου. Ἡ ὑγεία του εἶνε κλονισμένη καὶ οἱ φίλοι του ἀνησυχοῦν διὰ τὴν τύχην του. bbox=[1296, 722, 1592, 827]
paragraph: Τὸ φάρμακον τοῦτο τὸ ὁποῖον τὰ ἐξαιρετικὰ αὐτοῦ ἀποτελέσματα ἀναδεικνύουσιν οἱ ἐξοχώτεροι ἰατροὶ τῆς Εὐρώπης, θεραπεύει ἐντὸς βραχέος χρόνου τὴν δυσπεψίαν, τὴν γαστραλγίαν καὶ πάσας τὰς παθήσεις τοῦ στομάχου. bbox=[756, 1384, 978, 1524]
date-line: Ἀθῆναι 29 Ἰανουαρίου 1905. bbox=[561, 866, 744, 882]
advert-pharmacy: ΦΑΡΜΑΚΕΙΟΝ ΚΡΙΝΟΥ bbox=[571, 2158, 911, 2184]
headline-koinonika: ΚΟΙΝΩΝΙΚΑ bbox=[244, 466, 496, 491]
paragraph: — Τὰ «ΝΕΑ ΕΡΓΟΧΕΙΡΑ». Χρόνια εὐτυχισμένα. bbox=[244, 720, 496, 754]
